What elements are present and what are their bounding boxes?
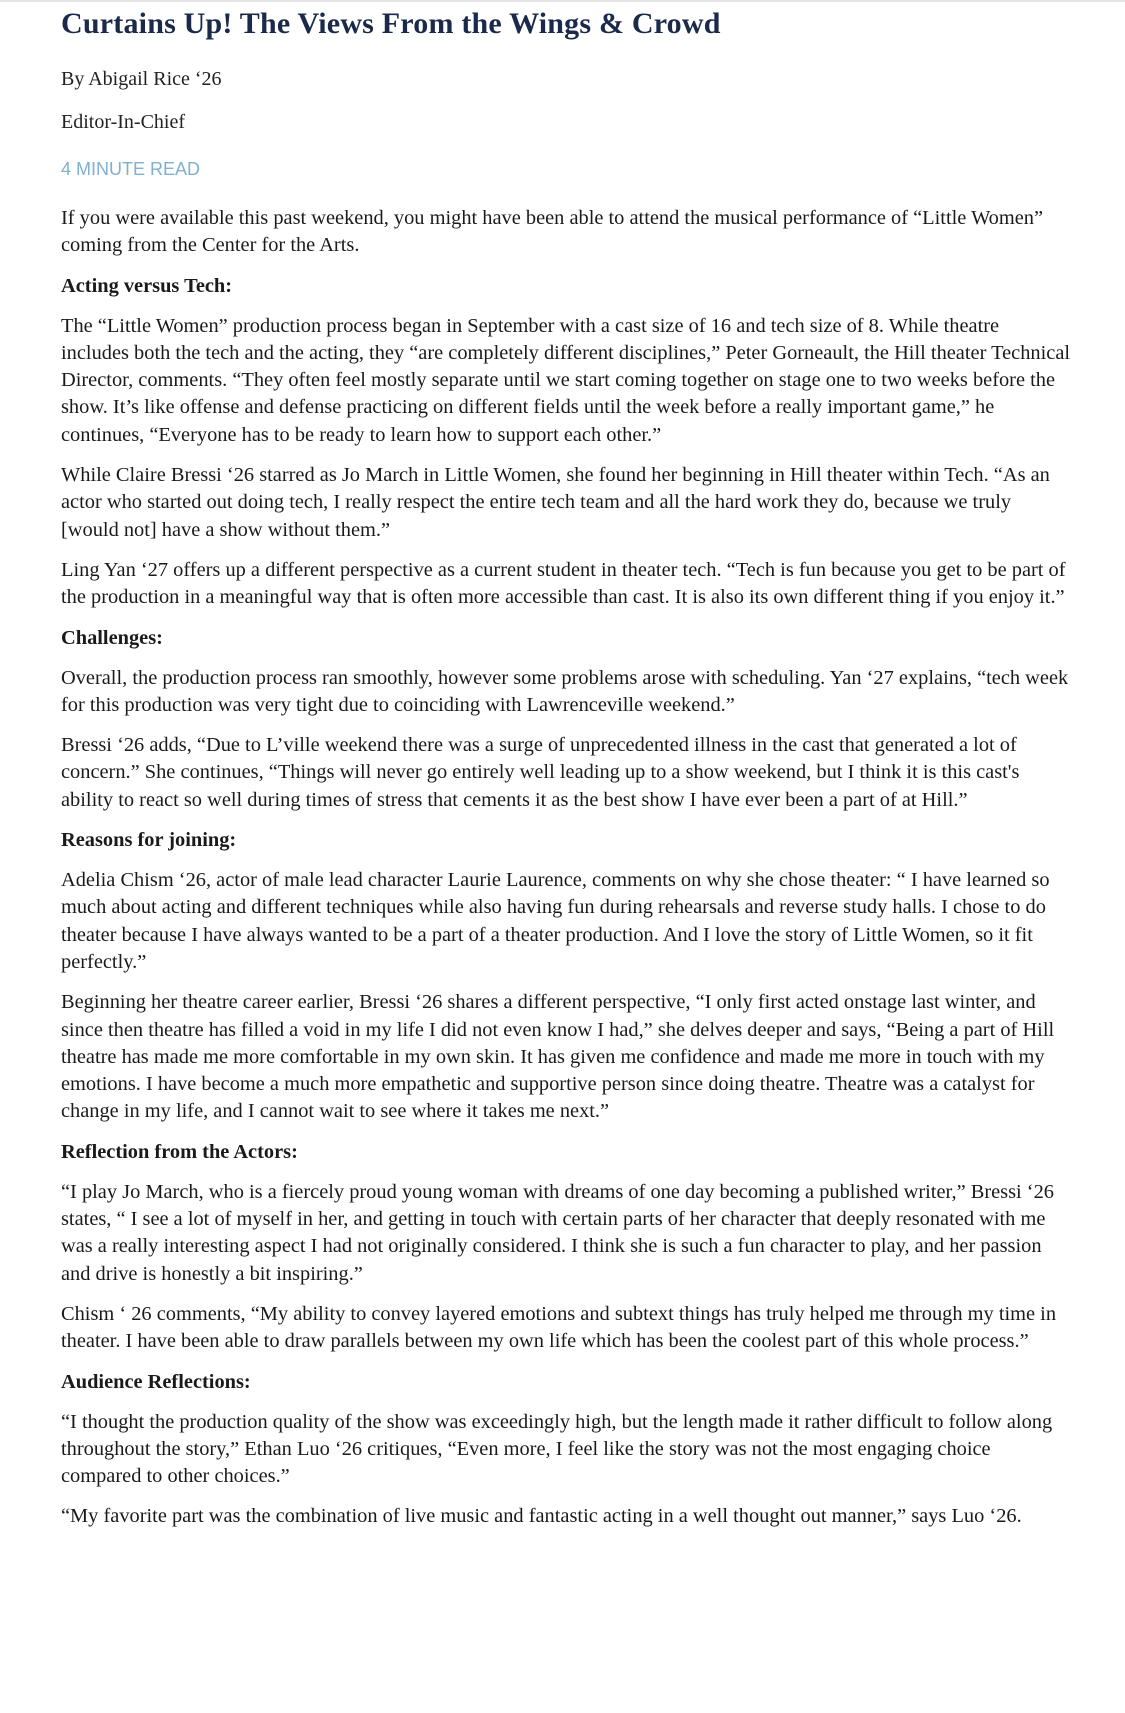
body-paragraph: Beginning her theatre career earlier, Bressi ‘26 shares a different perspective, “I only first acted onstage last winter, and since then theatre has filled a void in my life I did not even know I had,” she delves deeper and says, “Being a part of Hill theatre has made me more comfortable in my own skin. It has given me confidence and made me more in touch with my emotions. I have become a much more empathetic and supportive person since doing theatre. Theatre was a catalyst for change in my life, and I cannot wait to see where it takes me next.” bbox=[61, 991, 1055, 1123]
body-paragraph: “I play Jo March, who is a fiercely proud young woman with dreams of one day becoming a published writer,” Bressi ‘26 states, “ I see a lot of myself in her, and getting in touch with certain parts of her character that deeply resonated with me was a really interesting aspect I had not originally considered. I think she is such a fun character to play, and her passion and drive is honestly a bit inspiring.” bbox=[61, 1180, 1054, 1285]
section-reasons-for-joining bbox=[61, 827, 1071, 1126]
body-paragraph: Overall, the production process ran smoothly, however some problems arose with scheduling. Yan ‘27 explains, “tech week for this production was very tight due to coinciding with Lawrenceville weekend.” bbox=[61, 666, 1069, 716]
body-paragraph: Ling Yan ‘27 offers up a different perspective as a current student in theater tech. “Tech is fun because you get to be part of the production in a meaningful way that is often more accessible than cast. It is also its own different thing if you enjoy it.” bbox=[61, 558, 1066, 609]
section-heading: Reflection from the Actors: bbox=[61, 1140, 298, 1163]
section-acting-versus-tech bbox=[61, 273, 1071, 612]
intro-paragraph: If you were available this past weekend, you might have been able to attend the musical performance of “Little Women” coming from the Center for the Arts. bbox=[61, 207, 1044, 257]
body-paragraph: Bressi ‘26 adds, “Due to L’ville weekend there was a surge of unprecedented illness in the cast that generated a lot of concern.” She continues, “Things will never go entirely well leading up to a show weekend, but I think it is this cast's ability to react so well during times of stress that cements it as the best show I have ever been a part of at Hill.” bbox=[61, 734, 1020, 811]
body-paragraph: Chism ‘ 26 comments, “My ability to convey layered emotions and subtext things has truly helped me through my time in theater. I have been able to draw parallels between my own life which has been the coolest part of this whole process.” bbox=[61, 1302, 1057, 1353]
author-role: Editor-In-Chief bbox=[61, 111, 186, 133]
article-title: Curtains Up! The Views From the Wings & Crowd bbox=[61, 7, 721, 40]
article-body bbox=[61, 205, 1071, 1531]
section-heading: Acting versus Tech: bbox=[61, 274, 233, 297]
body-paragraph: “I thought the production quality of the show was exceedingly high, but the length made it rather difficult to follow along throughout the story,” Ethan Luo ‘26 critiques, “Even more, I feel like the story was not the most engaging choice compared to other choices.” bbox=[61, 1410, 1053, 1488]
byline: By Abigail Rice ‘26 bbox=[61, 68, 222, 90]
section-reflection-from-actors bbox=[61, 1139, 1071, 1356]
body-paragraph: The “Little Women” production process began in September with a cast size of 16 and tech size of 8. While theatre includes both the tech and the acting, they “are completely different disciplines,” Peter Gorneault, the Hill theater Technical Director, comments. “They often feel mostly separate until we start coming together on stage one to two weeks before the show. It’s like offense and defense practicing on different fields until the week before a really important game,” he continues, “Everyone has to be ready to learn how to support each other.” bbox=[61, 314, 1071, 446]
body-paragraph: While Claire Bressi ‘26 starred as Jo March in Little Women, she found her beginning in Hill theater within Tech. “As an actor who started out doing tech, I really respect the entire tech team and all the hard work they do, because we truly [would not] have a show without them.” bbox=[61, 464, 1050, 541]
section-audience-reflections bbox=[61, 1369, 1071, 1531]
section-heading: Audience Reflections: bbox=[61, 1370, 251, 1393]
section-heading: Reasons for joining: bbox=[61, 829, 237, 852]
read-time-label: 4 MINUTE READ bbox=[61, 159, 201, 179]
body-paragraph: Adelia Chism ‘26, actor of male lead character Laurie Laurence, comments on why she chose theater: “ I have learned so much about acting and different techniques while also having fun during rehearsals and reverse study halls. I chose to do theater because I have always wanted to be a part of a theater production. And I love the story of Little Women, so it fit perfectly.” bbox=[61, 869, 1050, 973]
article bbox=[61, 4, 1071, 1544]
section-challenges bbox=[61, 625, 1071, 814]
body-paragraph: “My favorite part was the combination of live music and fantastic acting in a well thought out manner,” says Luo ‘26. bbox=[61, 1505, 1022, 1528]
top-divider bbox=[0, 0, 1125, 2]
section-heading: Challenges: bbox=[61, 626, 163, 649]
